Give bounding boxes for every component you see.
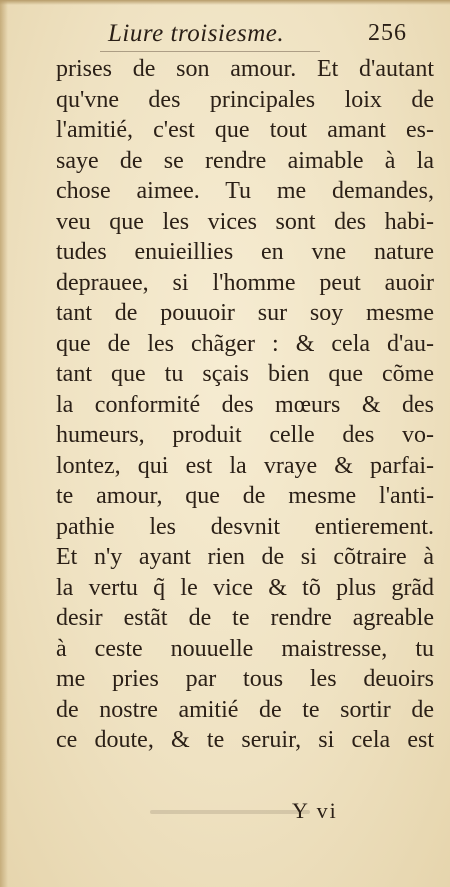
text-line: de nostre amitié de te sortir de [56,696,434,723]
text-line: tant de pouuoir sur soy mesme [56,300,434,326]
text-line: pathie les desvnit entierement. [56,513,434,540]
text-line: ce doute, & te seruir, si cela est [56,727,434,753]
text-line: te amour, que de mesme l'anti- [56,483,434,509]
text-line: tudes enuieillies en vne nature [56,239,434,265]
text-line: que de les chãger : & cela d'au- [56,330,434,357]
text-line: tant que tu sçais bien que cõme [56,361,434,387]
body-text [56,54,434,756]
text-line: desir estãt de te rendre agreable [56,605,434,631]
text-line: qu'vne des principales loix de [56,86,434,113]
page-number: 256 [368,20,407,46]
text-line: Et n'y ayant rien de si cõtraire à [56,544,434,570]
signature-mark: Y vi [292,798,338,823]
running-head-title: Liure troisiesme. [108,20,285,47]
text-line: chose aimee. Tu me demandes, [56,178,434,204]
running-head [0,20,450,52]
text-line: prises de son amour. Et d'autant [56,56,434,82]
text-line: la vertu q̃ le vice & tõ plus grãd [56,574,434,601]
text-line: deprauee, si l'homme peut auoir [56,269,434,296]
text-line: humeurs, produit celle des vo- [56,422,434,448]
text-line: à ceste nouuelle maistresse, tu [56,635,434,662]
text-line: saye de se rendre aimable à la [56,147,434,174]
text-line: veu que les vices sont des habi- [56,208,434,235]
header-rule [100,51,320,52]
text-line: la conformité des mœurs & des [56,391,434,418]
text-line: me pries par tous les deuoirs [56,666,434,692]
ink-smudge [150,810,310,814]
text-line: lontez, qui est la vraye & parfai- [56,452,434,479]
text-line: l'amitié, c'est que tout amant es- [56,117,434,143]
